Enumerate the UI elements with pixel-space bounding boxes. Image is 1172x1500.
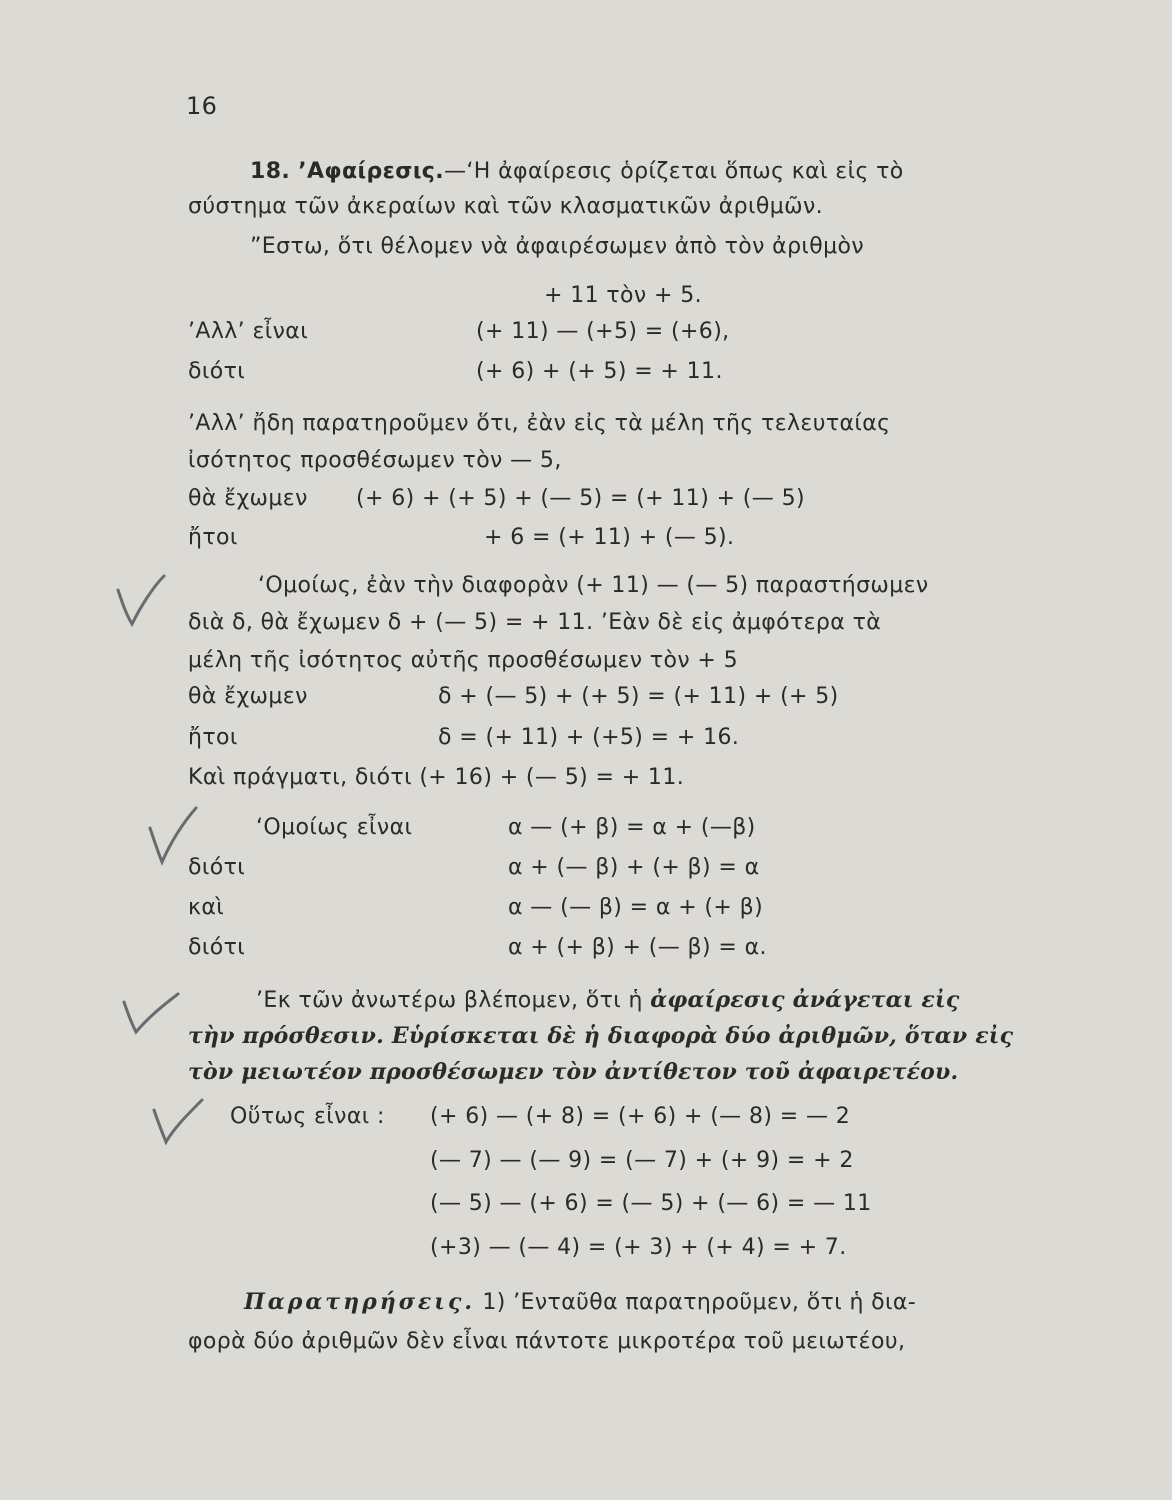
section-heading-line xyxy=(250,158,904,186)
eq2-label-b: ἤτοι xyxy=(188,525,238,550)
eq5-row: (+3) — (— 4) = (+ 3) + (+ 4) = + 7. xyxy=(430,1235,847,1260)
eq4-label-a: ‘Ομοίως εἶναι xyxy=(256,815,413,840)
section-intro-line2: σύστημα τῶν ἀκεραίων καὶ τῶν κλασματικῶν ἀριθμῶν. xyxy=(188,194,824,219)
eq3-line-c: Καὶ πράγματι, διότι (+ 16) + (— 5) = + 11. xyxy=(188,765,685,790)
para1-line2: + 11 τὸν + 5. xyxy=(544,283,703,308)
remarks-line2: φορὰ δύο ἀριθμῶν δὲν εἶναι πάντοτε μικροτέρα τοῦ μειωτέου, xyxy=(188,1329,906,1354)
eq3-label-a: θὰ ἔχωμεν xyxy=(188,684,308,709)
para3-line2: διὰ δ, θὰ ἔχωμεν δ + (— 5) = + 11. ’Εὰν δὲ εἰς ἀμφότερα τὰ xyxy=(188,610,882,635)
para4-emphasis: ἀφαίρεσις ἀνάγεται εἰς xyxy=(650,987,960,1013)
eq1-expr-b: (+ 6) + (+ 5) = + 11. xyxy=(476,359,723,384)
eq1-expr-a: (+ 11) — (+5) = (+6), xyxy=(476,319,730,344)
section-intro: —‘Η ἀφαίρεσις ὁρίζεται ὅπως καὶ εἰς τὸ xyxy=(444,159,904,184)
eq3-label-b: ἤτοι xyxy=(188,725,238,750)
eq4-expr-d: α + (+ β) + (— β) = α. xyxy=(508,935,767,960)
pencil-check-mark-icon xyxy=(146,1098,206,1146)
eq1-label-a: ’Αλλ’ εἶναι xyxy=(188,319,309,344)
eq5-row: (+ 6) — (+ 8) = (+ 6) + (— 8) = — 2 xyxy=(430,1104,851,1129)
eq2-expr-b: + 6 = (+ 11) + (— 5). xyxy=(484,525,735,550)
eq4-label-c: καὶ xyxy=(188,895,225,920)
para1-line1: ”Εστω, ὅτι θέλομεν νὰ ἀφαιρέσωμεν ἀπὸ τὸν ἀριθμὸν xyxy=(250,234,865,259)
section-heading: 18. ’Αφαίρεσις. xyxy=(250,159,445,184)
eq4-expr-c: α — (— β) = α + (+ β) xyxy=(508,895,764,920)
pencil-check-mark-icon xyxy=(140,804,200,868)
eq3-expr-b: δ = (+ 11) + (+5) = + 16. xyxy=(438,725,740,750)
pencil-check-mark-icon xyxy=(116,992,182,1036)
eq2-label-a: θὰ ἔχωμεν xyxy=(188,486,308,511)
eq4-label-b: διότι xyxy=(188,855,246,880)
para4-prefix: ’Εκ τῶν ἀνωτέρω βλέπομεν, ὅτι ἡ xyxy=(256,988,651,1013)
para4-line3: τὸν μειωτέον προσθέσωμεν τὸν ἀντίθετον τοῦ ἀφαιρετέου. xyxy=(188,1059,959,1085)
eq4-label-d: διότι xyxy=(188,935,246,960)
para3-line3: μέλη τῆς ἰσότητος αὐτῆς προσθέσωμεν τὸν + 5 xyxy=(188,648,739,673)
eq5-label: Οὕτως εἶναι : xyxy=(230,1104,385,1129)
para4-line1 xyxy=(256,986,959,1015)
eq1-label-b: διότι xyxy=(188,359,246,384)
eq3-expr-a: δ + (— 5) + (+ 5) = (+ 11) + (+ 5) xyxy=(438,684,839,709)
remarks-line1 xyxy=(244,1288,916,1317)
eq5-row: (— 7) — (— 9) = (— 7) + (+ 9) = + 2 xyxy=(430,1148,854,1173)
para4-line2: τὴν πρόσθεσιν. Εὑρίσκεται δὲ ἡ διαφορὰ δύο ἀριθμῶν, ὅταν εἰς xyxy=(188,1023,1014,1049)
para2-line1: ’Αλλ’ ἤδη παρατηροῦμεν ὅτι, ἐὰν εἰς τὰ μέλη τῆς τελευταίας xyxy=(188,411,891,436)
para3-line1: ‘Ομοίως, ἐὰν τὴν διαφορὰν (+ 11) — (— 5) παραστήσωμεν xyxy=(258,573,929,598)
page-number: 16 xyxy=(186,92,218,120)
eq2-expr-a: (+ 6) + (+ 5) + (— 5) = (+ 11) + (— 5) xyxy=(356,486,805,511)
eq4-expr-a: α — (+ β) = α + (—β) xyxy=(508,815,756,840)
eq5-row: (— 5) — (+ 6) = (— 5) + (— 6) = — 11 xyxy=(430,1191,872,1216)
remarks-title: Παρατηρήσεις. xyxy=(244,1289,475,1315)
pencil-check-mark-icon xyxy=(108,572,168,632)
remarks-text: 1) ’Ενταῦθα παρατηροῦμεν, ὅτι ἡ δια- xyxy=(475,1290,917,1315)
eq4-expr-b: α + (— β) + (+ β) = α xyxy=(508,855,760,880)
para2-line2: ἰσότητος προσθέσωμεν τὸν — 5, xyxy=(188,448,562,473)
